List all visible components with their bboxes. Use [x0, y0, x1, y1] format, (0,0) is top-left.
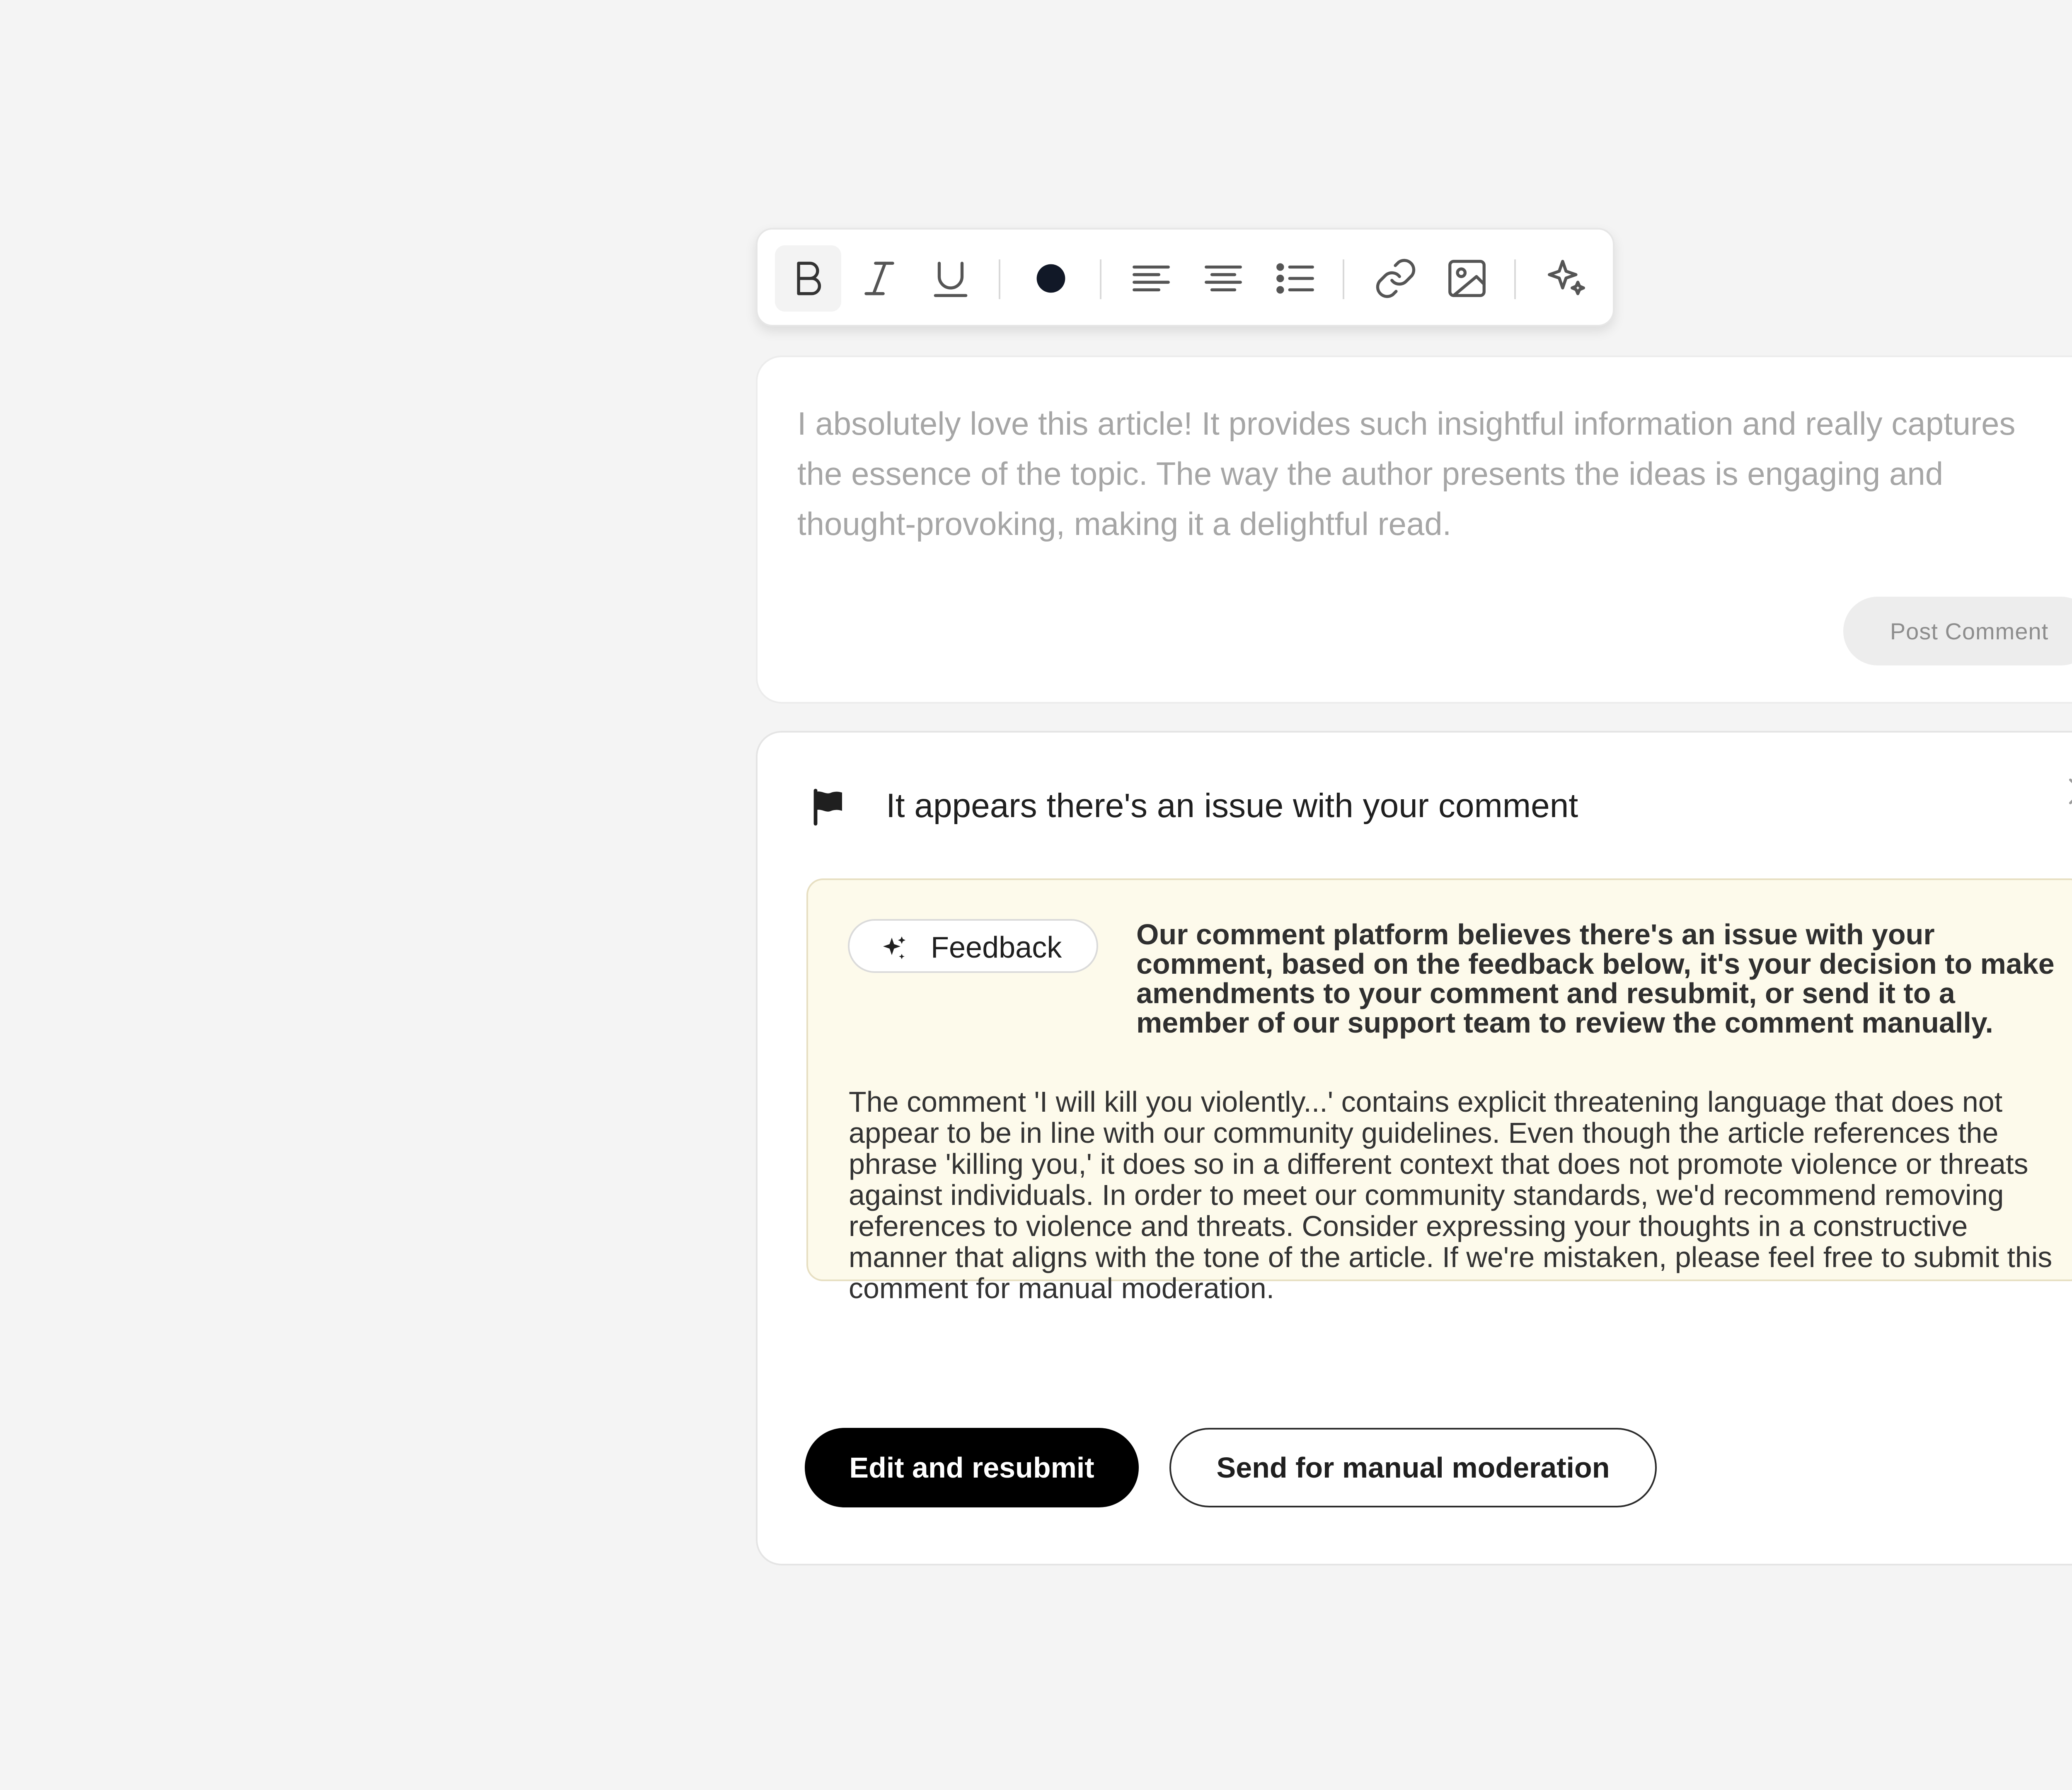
moderation-notice: Our comment platform believes there's an issue with your comment, based on the feedback below, it's your decision to make amendments to your comment and resubmit, or send it to a member of our support team to review the comment manually.: [1136, 918, 2055, 1039]
bold-button[interactable]: [775, 245, 841, 312]
feedback-box: [806, 878, 2072, 1304]
insert-link-button[interactable]: [1363, 245, 1429, 312]
image-icon: [1444, 256, 1490, 301]
moderation-issue-panel: [756, 731, 2072, 1565]
underline-button[interactable]: [917, 245, 984, 312]
toolbar-divider: [999, 259, 1000, 299]
issue-title: It appears there's an issue with your comment: [886, 787, 1578, 825]
edit-and-resubmit-button[interactable]: Edit and resubmit: [805, 1428, 1139, 1507]
feedback-badge: [848, 919, 1098, 973]
comment-text-area[interactable]: I absolutely love this article! It provides such insightful information and really captures the essence of the topic. The way the author presents the ideas is engaging and thought-provoking, making it a delightful read.: [797, 405, 2016, 542]
italic-button[interactable]: [846, 245, 913, 312]
sparkle-icon: [879, 934, 909, 964]
bold-icon: [785, 256, 831, 301]
insert-image-button[interactable]: [1434, 245, 1500, 312]
align-left-button[interactable]: [1118, 245, 1184, 312]
align-center-button[interactable]: [1190, 245, 1256, 312]
close-icon[interactable]: [2062, 772, 2072, 811]
feedback-explanation: The comment 'I will kill you violently...' contains explicit threatening language that does not appear to be in line with our community guidelines. Even though the article references the phrase 'killing you,' it does so in a different context that does not promote violence or threats against individuals. In order to meet our community standards, we'd recommend removing references to violence and threats. Consider expressing your thoughts in a constructive manner that aligns with the tone of the article. If we're mistaken, please feel free to submit this comment for manual moderation.: [849, 1086, 2053, 1304]
align-center-icon: [1201, 256, 1246, 301]
link-icon: [1373, 256, 1418, 301]
flag-icon: [809, 786, 849, 826]
ai-assist-button[interactable]: [1533, 245, 1600, 312]
text-color-icon: [1028, 256, 1074, 301]
italic-icon: [857, 256, 902, 301]
underline-icon: [928, 256, 973, 301]
ai-sparkle-icon: [1544, 256, 1589, 301]
feedback-label: Feedback: [931, 931, 1062, 964]
bulleted-list-button[interactable]: [1262, 245, 1329, 312]
text-color-button[interactable]: [1018, 245, 1084, 312]
toolbar-divider: [1100, 259, 1101, 299]
bulleted-list-icon: [1273, 256, 1318, 301]
comment-editor: [756, 356, 2072, 704]
send-for-moderation-button[interactable]: Send for manual moderation: [1169, 1428, 1657, 1507]
post-comment-button[interactable]: Post Comment: [1843, 597, 2072, 665]
toolbar-divider: [1343, 259, 1344, 299]
toolbar-divider: [1514, 259, 1516, 299]
formatting-toolbar: [756, 228, 1615, 327]
align-left-icon: [1128, 256, 1174, 301]
